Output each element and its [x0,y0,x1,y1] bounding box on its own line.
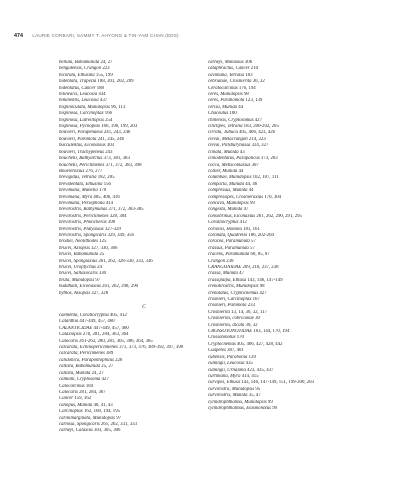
index-entry-pages: 241, 243, 246 [103,130,131,136]
index-entry-pages: 173, 203 [260,156,278,162]
index-entry-taxon: ceres, Munidopsis [208,92,243,98]
index-entry-taxon: cerisa, Munida [208,104,238,110]
index-entry-pages: 447-449, 457, 460 [93,325,129,331]
index-entry-taxon: congesta, Munida [208,207,243,213]
index-entry-taxon: carneyi, Calaxius [59,428,93,434]
index-entry-taxon: cinctipes, Tetralia [208,124,243,130]
index-entry-taxon: Chaceulus [208,111,229,117]
index-entry-taxon: collier, Munida [208,168,238,174]
index-entry-taxon: brucei, Babamunida [59,252,99,258]
index-entry-pages: 155, 199 [95,72,113,78]
index-entry-taxon: Ceratocarcinus [208,85,238,91]
index-entry-taxon: CALANTICIDAE [59,325,93,331]
index-entry-taxon: bellula, Babamunida [59,60,100,65]
index-entry-pages: 389 [106,351,114,357]
index-entry-pages: 238 [226,258,234,264]
index-entry-pages: 261-263, 280, 281, 305, 306, 364, 365 [79,338,153,344]
index-entry-taxon: bidentata, Trapezia [59,79,97,85]
index-entry-pages: 24, 27 [100,60,113,65]
index-entry-taxon: cataphractus, Cancer [208,66,250,72]
index-entry-taxon: carinimarginata, Munidopsis [59,415,116,421]
index-entry-pages: 96, 113 [111,104,126,110]
index-entry-pages: 373, 381, 383 [103,156,130,162]
index-entry-taxon: calmani, Cryptosoma [59,377,101,383]
index-entry-taxon: biminentis, Leucosia [59,98,99,104]
index-entry-taxon: bouvieri, Trachypeneus [59,149,105,155]
index-entry-pages: 43 [239,149,245,155]
index-entry-pages: 233 [247,303,255,309]
index-entry-taxon: Crosnierita, cobricanae [208,316,254,322]
index-entry-taxon: compressipes, Crosnieraxius [208,194,264,200]
index-entry-taxon: bruta, Munidopsis [59,277,95,283]
index-entry-pages: 398 [107,220,116,226]
index-entry-taxon: brevigidus, Tetralia [59,175,97,181]
index-entry-taxon: cumingii, Leucosia [208,361,245,367]
index-entry-taxon: brevirostris, Spongicaris [59,232,107,238]
index-entry-pages: 166 [104,111,112,117]
index-entry-taxon: brucei, Sallaxocaris [59,271,98,277]
index-entry-pages: 180 [229,111,237,117]
index-entry-taxon: compacta, Munida [208,181,244,187]
index-entry-pages: 435 [245,361,253,367]
index-entry-taxon: cylindrophthalmus, Elasmonotus [208,405,271,411]
index-entry-taxon: Calocarcinus [59,383,85,389]
index-entry-pages: 35, 47 [248,393,261,399]
index-entry-taxon: Bouvieraxius [59,168,85,174]
index-entry-taxon: Calocaris [59,338,78,344]
index-entry-pages: 327, 328 [91,290,109,296]
index-entry-taxon: bouvieri, Parapenaeus [59,130,103,136]
index-entry-pages: 47 [243,207,249,213]
index-entry-pages: 181, 161 [243,226,260,232]
index-entry-pages: 47 [239,271,244,277]
index-entry-taxon: Calaxiopsis [59,332,82,338]
index-entry-taxon: calcarata, Periclimenes [59,351,105,357]
index-entry-pages: 102, 107, 111 [252,175,279,181]
index-entry-pages: 125 [99,239,107,245]
index-entry-pages: 170 [236,335,244,341]
index-entry-taxon: Crosnierita [208,309,230,315]
index-entry-taxon: bicoruta, Ethusina [59,72,95,78]
index-entry-taxon: chinensis, Cryptosomus [208,117,254,123]
index-entry-pages: 405, 406, 427, 428, 442 [236,341,283,347]
index-entry-taxon: bythos, Axiopsis [59,290,91,296]
running-header [14,31,386,41]
index-entry-pages: 423, 435, 437 [247,367,274,373]
index-entry-pages: 183, 200-202, 205 [243,124,279,130]
index-entry-pages: 371, 372, 383, 398 [105,162,142,168]
index-entry-taxon: brevirostris, Periclimenes [59,213,109,219]
index-entry-pages: 24, 27 [91,370,104,376]
index-entry-pages: 95 [255,386,261,392]
index-entry-pages: 327-329 [104,226,121,232]
index-entry-pages: 329, 349, 356 [107,232,134,238]
index-entry-pages: 427 [101,377,109,383]
index-entry-pages: 163, 144, 170, 194 [253,329,290,335]
index-entry [59,291,229,297]
index-entry-taxon: bouvieri, Paromola [59,136,97,142]
index-entry-pages: 226 [115,357,123,363]
index-entry-pages: 40, 41, 43 [93,402,113,408]
index-column-left [59,60,229,435]
index-entry-pages: 412 [239,220,247,226]
index-entry-pages: 405, 406, 423, 426 [239,130,276,136]
index-entry-taxon: canopus, Munida [59,402,93,408]
index-entry-pages: 99 [272,405,277,411]
index-entry-taxon: consobrinus, Eiconaxius [208,213,256,219]
index-entry-pages: 176, 194 [238,85,256,91]
index-entry-taxon: curvirostris, Munida [208,393,248,399]
index-entry-taxon: carneyi, Manaxius [208,60,244,65]
index-entry-taxon: Carcinoplax [59,409,83,415]
index-entry-pages: 241, 245, 246 [97,136,124,142]
index-entry-taxon: cumingii, Urnalana [208,367,246,373]
index-entry-pages: 123, 139 [245,98,263,104]
index-entry-pages: 44 [248,188,254,194]
index-entry-pages: 303, 305, 306 [94,428,121,434]
index-entry-pages: 44, 46 [245,181,258,187]
index-entry-taxon: Cryptocnemus [208,341,236,347]
index-entry-pages: 209, 210, 237, 238 [242,265,279,270]
index-entry-pages: 306 [244,60,253,65]
index-entry-pages: 327, 330, 366 [91,245,118,251]
index-entry-pages: 166, 198, 199, 203 [101,124,138,130]
index-entry-pages: 98 [243,92,249,98]
index-entry-taxon: crosnieri, Paromola [208,303,247,309]
index-entry-taxon: Cancer [59,396,74,402]
index-entry-pages: 13, 14, 30, 32, 117 [231,309,267,315]
index-entry-taxon: brevirostris, Bathymunas [59,207,108,213]
index-entry-pages: 405, 412 [110,313,127,319]
index-entry-taxon: bouchetii, Bathyarctus [59,156,103,162]
index-entry-pages: 57 [251,239,256,245]
index-entry-taxon: curvipes, Ethusa [208,380,240,386]
index-entry-taxon: CRANGONIDAE [208,265,242,270]
index-column-right [208,60,378,412]
index-entry-pages: 57 [249,245,255,251]
index-entry-pages: 243 [105,149,113,155]
index-entry-pages: 254 [105,117,113,123]
index-entry-taxon: curtimana, Myra [208,373,241,379]
index-entry-taxon: cebrianae, Crosnierita [208,79,252,85]
index-entry-pages: 24 [97,265,102,270]
index-entry-pages: 97 [95,277,101,283]
index-entry-pages: 30, 32 [252,79,265,85]
index-entry-pages: 303 [106,143,115,149]
index-entry-taxon: crosnieri, Carcinoplax [208,297,252,303]
index-entry-taxon: callista, Munida [59,370,91,376]
index-entry [208,406,378,412]
index-entry-taxon: Crossotonotus [208,335,236,341]
index-entry-taxon: crassa, Munida [208,271,238,277]
index-entry [59,428,229,434]
index-entry-pages: 183 [245,72,253,78]
index-entry-pages: 184 [85,383,94,389]
index-entry-taxon: concava, Munidopsis [208,200,249,206]
index-entry-pages: 223 [102,66,110,72]
index-entry-pages: 30 [255,316,260,322]
index-entry-taxon: CROSSOTONOTIDAE [208,329,253,335]
index-entry-taxon: calcarata, Echinopericlimenes [59,345,118,351]
index-entry-taxon: Crangon [208,258,226,264]
index-entry-pages: 276, 277 [85,168,103,174]
index-entry-taxon: cocca, Metiscomaxius [208,162,251,168]
index-entry-pages: 143, 146, 147-149 [247,277,283,283]
index-entry-pages: 261, 262, 331, 333 [100,421,137,427]
index-entry-taxon: brevirostris, Platyaxius [59,226,104,232]
index-entry-taxon: coriolisi, Homola [208,226,242,232]
index-entry-taxon: Coralliocryptus [208,220,239,226]
index-entry-pages: 44 [238,168,244,174]
index-entry-pages: 182, 205 [97,175,115,181]
index-entry-pages: 434 [98,92,106,98]
index-entry-taxon: crassipalpa, Ethusa [208,277,247,283]
index-entry-taxon: clevai, Metacrangon [208,136,248,142]
index-entry-taxon: bispinosa, Carcinoplax [59,111,104,117]
index-entry-pages: 188, 201, 202, 209 [97,79,134,85]
index-entry-pages: 98 [259,284,265,290]
index-entry-taxon: bispinosa, Pycnoplax [59,124,101,130]
index-entry-taxon: carnosa, Spongicaris [59,421,100,427]
index-entry-taxon: bengalensis, Crangon [59,66,102,72]
index-entry-taxon: caementa, Corallocryptus [59,313,109,319]
index-entry-taxon: brevirostris, Philocheras [59,220,107,226]
index-entry-taxon: crassus, Paramunida [208,245,249,251]
index-entry-taxon: cylindrophthalma, Munidopsis [208,399,267,405]
index-entry-pages: 99 [249,200,255,206]
page-number: 474 [14,33,23,39]
index-entry-taxon: curvirostra, Munidopsis [208,386,255,392]
index-entry-taxon: callista, Babamunida [59,364,101,370]
index-entry-taxon: bucculentus, Eiconaxius [59,143,106,149]
index-entry-pages: 214, 223 [248,136,266,142]
index-entry-taxon: brevimana, Munella [59,188,98,194]
index-entry-taxon: bispinoculata, Munidopsis [59,104,110,110]
index-entry-pages: 170, 304 [264,194,282,200]
index-entry-taxon: Calocaris [59,389,78,395]
index-entry-pages: 261, 262, 328-330, 333, 336 [98,258,153,264]
index-entry-taxon: coracea, Paramunida [208,239,250,245]
index-entry-pages: 447-449, 457, 460 [79,319,115,325]
index-entry-pages: 278, 281, 284, 363, 364 [82,332,129,338]
index-entry-taxon: clinata, Munida [208,149,239,155]
index-entry-pages: 139 [248,354,256,360]
index-entry-taxon: coronata, Quadrella [208,232,248,238]
index-entry-taxon: cirrata, Tubuca [208,130,238,136]
index-entry-pages: 188 [96,85,104,91]
index-entry-taxon: clinodentatus, Parapalicus [208,156,260,162]
index-entry-taxon: cavimana, Tetralia [208,72,245,78]
index-entry-pages: 167 [252,297,260,303]
index-entry-pages: 186, 202-204 [248,232,274,238]
index-entry-pages: 437 [99,98,108,104]
index-entry-pages: 97 [116,415,122,421]
index-entry-pages: 170 [98,188,107,194]
index-entry-pages: 414, 415 [241,373,259,379]
index-entry-taxon: brucei, Spongiaxius [59,258,98,264]
index-entry-taxon: calidonica, Parapontophilus [59,357,114,363]
index-entry-taxon: brevimana, Persephona [59,200,105,206]
index-entry-taxon: cracens, Paramunida [208,252,250,258]
running-title: LAURIE CORBARI, SAMMY T. AHYONG & TIN-YAM CHAN (EDS) [32,33,179,38]
index-entry-taxon: Crosnierita, dicata [208,322,245,328]
index-entry-taxon: brevimana, Myra [59,194,93,200]
index-entry-pages: 162, 168, 194, 195 [84,409,120,415]
index-entry-pages: 60, 85, 87 [250,252,270,258]
index-entry-pages: 156 [103,181,111,187]
index-entry-pages: 159, 162 [74,396,92,402]
index-entry-pages: 328, 384 [109,213,127,219]
index-entry-pages: 210 [250,66,258,72]
index-entry-taxon: buddhadi, Eiconaxius [59,284,101,290]
index-entry-taxon: columbae, Munidopsis [208,175,252,181]
index-entry-taxon: crenulatus, Cryptocnemus [208,290,259,296]
index-entry-pages: 371, 372, 383-385 [108,207,144,213]
index-entry-pages: 281, 284, 367 [79,389,106,395]
index-entry-pages: 261, 262, 298, 290 [102,284,139,290]
index-entry-pages: 25 [99,252,105,258]
index-entry-taxon: Cuapetes [208,348,226,354]
index-entry-pages: 307 [251,162,259,168]
index-entry-taxon: bidentatus, Cancer [59,85,96,91]
index-entry-taxon: bilinearis, Leucosia [59,92,98,98]
index-entry-pages: 261, 262, 290, 291, 295 [256,213,302,219]
index-entry-taxon: brodiei, Neolithodes [59,239,98,245]
index-entry-taxon: brevidentata, Ethusina [59,181,103,187]
index-entry-taxon: cubensis, Parabonia [208,354,248,360]
index-entry-pages: 99 [267,399,273,405]
index-entry-pages: 44 [238,104,244,110]
index-entry-pages: 414 [105,200,114,206]
index-entry-pages: 427 [259,290,267,296]
index-section-letter: C [142,304,146,311]
index-entry-pages: 371, 373, 376, 389-392, 397, 398 [119,345,184,351]
index-entry-taxon: brucei, Axiopsis [59,245,90,251]
index-entry-pages: 427 [254,117,262,123]
index-entry-pages: 25, 27 [101,364,114,370]
index-entry-pages: 143, 146, 147-149, 151, 199-200, 203 [241,380,314,386]
index-entry-taxon: brucei, Uroptychus [59,265,96,270]
index-entry-pages: 387, 401 [227,348,244,354]
index-entry-taxon: Calanthia [59,319,79,325]
index-entry-pages: 324, 327 [251,143,269,149]
index-entry-pages: 330 [98,271,107,277]
index-entry-taxon: bispinosa, Latreillopsis [59,117,104,123]
index-entry-taxon: crenatirostris, Munidopsis [208,284,259,290]
index-entry-taxon: clevai, Pillsburynassa [208,143,251,149]
index-entry-taxon: ceres, Parahomola [208,98,245,104]
index-entry-pages: 405, 406, 416 [93,194,120,200]
index-entry-taxon: compressus, Munida [208,188,248,194]
index-entry-taxon: bouchetii, Periclimenes [59,162,105,168]
index-entry-pages: 30, 32 [245,322,258,328]
